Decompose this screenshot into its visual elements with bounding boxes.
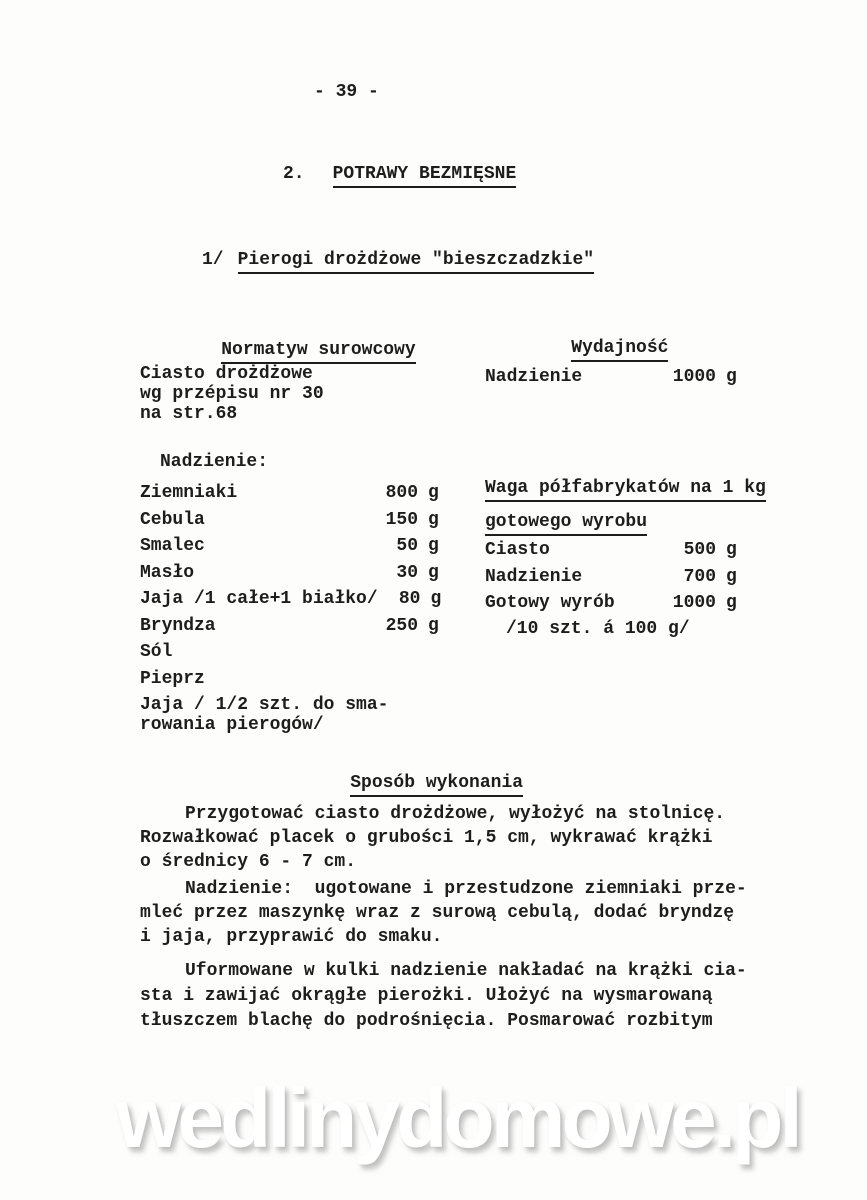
section-number: 2.	[283, 164, 305, 184]
page-number: - 39 -	[314, 82, 379, 102]
ingredient-amount: 250	[385, 615, 418, 636]
dough-note-line: wg przépisu nr 30	[140, 384, 324, 404]
ingredient-row	[140, 589, 442, 616]
semi-weight-label: Nadzienie	[485, 566, 583, 587]
dough-note-line: Ciasto drożdżowe	[140, 364, 313, 384]
semi-weight-unit: g	[726, 566, 737, 587]
semi-weight-header-line	[485, 478, 766, 502]
spacer	[305, 164, 333, 188]
ingredient-unit: g	[428, 562, 439, 583]
semi-weight-amount: 500	[683, 540, 716, 560]
ingredient-unit: g	[428, 536, 439, 556]
paragraph-line: Rozwałkować placek o grubości 1,5 cm, wykrawać krążki	[140, 828, 713, 848]
paragraph-line: sta i zawijać okrągłe pierożki. Ułożyć na wysmarowaną	[140, 986, 713, 1006]
ingredient-amount: 30	[396, 562, 418, 583]
semi-weight-row	[485, 540, 740, 567]
semi-weight-rows	[485, 540, 740, 620]
paragraph-line: i jaja, przyprawić do smaku.	[140, 927, 443, 947]
ingredient-name: Masło	[140, 562, 195, 583]
filling-label: Nadzienie:	[160, 452, 269, 472]
ingredient-row	[140, 695, 442, 715]
method-paragraph	[140, 877, 747, 949]
ingredient-amount: 80	[398, 589, 421, 609]
ingredient-name: rowania pierogów/	[140, 715, 324, 735]
ingredient-row	[140, 642, 442, 669]
semi-weight-amount: 700	[683, 566, 716, 587]
norm-column-header: Normatyw surowcowy	[178, 320, 416, 380]
recipe-heading	[202, 250, 594, 274]
yield-column-header: Wydajność	[528, 318, 668, 378]
paragraph-line: Nadzienie: ugotowane i przestudzone ziemniaki prze-	[185, 879, 747, 899]
yield-amount: 1000	[672, 367, 716, 387]
ingredient-row	[140, 715, 442, 735]
semi-weight-row	[485, 593, 740, 620]
spacer	[224, 250, 238, 274]
yield-unit: g	[726, 367, 737, 387]
semi-weight-row	[485, 567, 740, 594]
ingredient-name: Jaja /1 całe+1 białko/	[140, 589, 378, 609]
recipe-number: 1/	[202, 250, 224, 270]
ingredient-amount: 800	[385, 483, 418, 503]
method-header: Sposób wykonania	[307, 753, 523, 813]
ingredients-list	[140, 483, 442, 735]
dough-note	[140, 364, 324, 424]
semi-weight-header-text: gotowego wyrobu	[485, 512, 647, 536]
semi-weight-header-line	[485, 512, 766, 536]
paragraph-line: o średnicy 6 - 7 cm.	[140, 852, 357, 872]
ingredient-name: Ziemniaki	[140, 483, 238, 503]
paragraph-line: Przygotować ciasto drożdżowe, wyłożyć na stolnicę.	[185, 804, 726, 824]
ingredient-unit: g	[430, 589, 442, 609]
ingredient-amount: 50	[396, 536, 418, 556]
watermark: wedlinydomowe.pl	[116, 1071, 799, 1165]
ingredient-row	[140, 510, 442, 537]
semi-note: /10 szt. á 100 g/	[506, 619, 690, 639]
yield-label: Nadzienie	[485, 367, 583, 387]
ingredient-unit: g	[428, 509, 439, 530]
ingredient-unit: g	[428, 483, 439, 503]
ingredient-name: Pieprz	[140, 668, 205, 689]
dough-note-line: na str.68	[140, 404, 238, 424]
paragraph-line: Uformowane w kulki nadzienie nakładać na krążki cia-	[185, 961, 747, 981]
semi-weight-unit: g	[726, 593, 737, 613]
ingredient-name: Smalec	[140, 536, 205, 556]
ingredient-name: Jaja / 1/2 szt. do sma-	[140, 695, 389, 715]
method-paragraph	[140, 959, 747, 1034]
ingredient-unit: g	[428, 615, 439, 636]
paragraph-line: mleć przez maszynkę wraz z surową cebulą, dodać bryndzę	[140, 903, 735, 923]
recipe-title: Pierogi drożdżowe "bieszczadzkie"	[238, 250, 594, 274]
section-heading	[283, 164, 516, 188]
ingredient-name: Cebula	[140, 509, 205, 530]
semi-weight-header	[485, 478, 766, 546]
ingredient-row	[140, 483, 442, 510]
semi-weight-label: Gotowy wyrób	[485, 593, 615, 613]
semi-weight-label: Ciasto	[485, 540, 550, 560]
section-title: POTRAWY BEZMIĘSNE	[333, 164, 517, 188]
ingredient-row	[140, 669, 442, 696]
ingredient-row	[140, 616, 442, 643]
semi-weight-header-text: Waga półfabrykatów na 1 kg	[485, 478, 766, 502]
ingredient-row	[140, 563, 442, 590]
paragraph-line: tłuszczem blachę do podrośnięcia. Posmarować rozbitym	[140, 1011, 713, 1031]
ingredient-name: Sól	[140, 642, 173, 662]
semi-weight-amount: 1000	[672, 593, 716, 613]
yield-row	[485, 367, 740, 394]
method-paragraph	[140, 802, 740, 874]
ingredient-name: Bryndza	[140, 615, 216, 636]
semi-weight-unit: g	[726, 540, 737, 560]
ingredient-amount: 150	[385, 509, 418, 530]
ingredient-row	[140, 536, 442, 563]
